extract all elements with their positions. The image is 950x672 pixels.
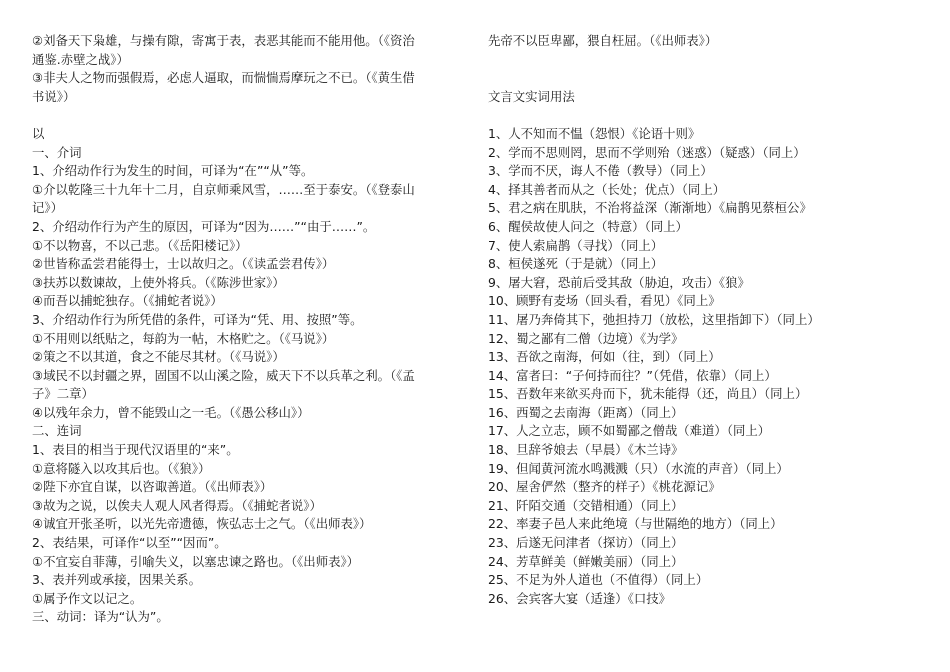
list-item: 16、西蜀之去南海（距离）（同上） — [488, 404, 684, 420]
list-item: 21、阡陌交通（交错相通）（同上） — [488, 497, 684, 513]
spacer — [488, 69, 928, 88]
text-line: ④诚宜开张圣听，以光先帝遗德，恢弘志士之气。（《出师表》） — [32, 516, 372, 532]
list-item: 13、吾欲之南海，何如（往，到）（同上） — [488, 349, 721, 365]
list-item: 25、不足为外人道也（不值得）（同上） — [488, 572, 709, 588]
list-item: 17、人之立志，顾不如蜀鄙之僧哉（难道）（同上） — [488, 423, 771, 439]
spacer — [488, 106, 928, 125]
list-item: 14、富者曰：“子何持而往？”（凭借，依靠）（同上） — [488, 367, 777, 383]
text-line: 一、介词 — [32, 144, 82, 160]
list-item: 8、桓侯遂死（于是就）（同上） — [488, 256, 664, 272]
text-line: ③故为之说，以俟夫人观人风者得焉。（《捕蛇者说》） — [32, 497, 322, 513]
text-line: 三、动词：译为“认为”。 — [32, 609, 169, 625]
list-item: 2、学而不思则罔，思而不学则殆（迷惑）（疑惑）（同上） — [488, 144, 806, 160]
list-item: 24、芳草鲜美（鲜嫩美丽）（同上） — [488, 553, 684, 569]
list-item: 23、后遂无问津者（探访）（同上） — [488, 535, 684, 551]
text-line: 通鉴.赤壁之战》） — [32, 51, 129, 67]
list-item: 26、会宾客大宴（适逢）《口技》 — [488, 590, 672, 606]
text-line: 二、连词 — [32, 423, 82, 439]
list-item: 20、屋舍俨然（整齐的样子）《桃花源记》 — [488, 479, 721, 495]
text-line: ①不宜妄自菲薄，引喻失义，以塞忠谏之路也。（《出师表》） — [32, 553, 360, 569]
text-line: 书说》） — [32, 88, 76, 104]
text-line: 1、介绍动作行为发生的时间，可译为“在”“从”等。 — [32, 163, 314, 179]
text-line: 记》） — [32, 200, 63, 216]
list-item: 22、率妻子邑人来此绝境（与世隔绝的地方）（同上） — [488, 516, 783, 532]
text-line: ④以残年余力，曾不能毁山之一毛。（《愚公移山》） — [32, 404, 310, 420]
text-line: ①不用则以纸贴之，每韵为一帖，木格贮之。（《马说》） — [32, 330, 335, 346]
text-line: ③域民不以封疆之界，固国不以山溪之险，威天下不以兵革之利。（《孟 — [32, 367, 415, 383]
list-item: 18、旦辞爷娘去（早晨）《木兰诗》 — [488, 442, 684, 458]
list-item: 4、择其善者而从之（长处；优点）（同上） — [488, 181, 726, 197]
list-item: 6、醒侯故使人问之（特意）（同上） — [488, 218, 688, 234]
text-line: 子》二章） — [32, 386, 94, 402]
list-item: 12、蜀之鄙有二僧（边境）《为学》 — [488, 330, 684, 346]
text-line: ②世皆称孟尝君能得士，士以故归之。（《读孟尝君传》） — [32, 256, 335, 272]
vocab-list — [488, 125, 928, 608]
text-line: ③扶苏以数谏故，上使外将兵。（《陈涉世家》） — [32, 274, 285, 290]
list-item: 9、屠大窘，恐前后受其敌（胁迫，攻击）《狼》 — [488, 274, 750, 290]
spacer — [32, 106, 474, 125]
text-line: 3、表并列或承接，因果关系。 — [32, 572, 201, 588]
list-item: 19、但闻黄河流水鸣溅溅（只）（水流的声音）（同上） — [488, 460, 789, 476]
right-column — [488, 32, 928, 608]
text-line: 2、介绍动作行为产生的原因，可译为“因为……”“由于……”。 — [32, 218, 376, 234]
text-line: ②陛下亦宜自谋，以咨诹善道。（《出师表》） — [32, 479, 273, 495]
spacer — [488, 51, 928, 70]
text-line: ①介以乾隆三十九年十二月，自京师乘风雪，……至于泰安。（《登泰山 — [32, 181, 415, 197]
text-line: 1、表目的相当于现代汉语里的“来”。 — [32, 442, 239, 458]
left-column — [32, 32, 474, 627]
text-line: ②策之不以其道，食之不能尽其材。（《马说》） — [32, 349, 285, 365]
list-item: 3、学而不厌，诲人不倦（教导）（同上） — [488, 163, 713, 179]
text-line: ①属予作文以记之。 — [32, 590, 143, 606]
text-line: ③非夫人之物而强假焉，必虑人逼取，而惴惴焉摩玩之不已。（《黄生借 — [32, 70, 415, 86]
list-item: 15、吾数年来欲买舟而下，犹未能得（还，尚且）（同上） — [488, 386, 808, 402]
text-line: 2、表结果，可译作“以至”“因而”。 — [32, 535, 227, 551]
text-line: ②刘备天下枭雄，与操有隙，寄寓于表，表恶其能而不能用他。（《资治 — [32, 33, 415, 48]
text-line: ①意将隧入以攻其后也。（《狼》） — [32, 460, 211, 476]
right-top-line: 先帝不以臣卑鄙，猥自枉屈。（《出师表》） — [488, 33, 718, 48]
list-item: 5、君之病在肌肤，不治将益深（渐渐地）《扁鹊见蔡桓公》 — [488, 200, 812, 216]
text-line: ①不以物喜，不以己悲。（《岳阳楼记》） — [32, 237, 248, 253]
list-item: 7、使人索扁鹊（寻找）（同上） — [488, 237, 664, 253]
text-line: 3、介绍动作行为所凭借的条件，可译为“凭、用、按照”等。 — [32, 311, 363, 327]
list-item: 1、人不知而不愠（怨恨）《论语十则》 — [488, 125, 701, 141]
text-line: 以 — [32, 125, 45, 141]
list-item: 10、顾野有麦场（回头看，看见）《同上》 — [488, 293, 721, 309]
section-heading: 文言文实词用法 — [488, 88, 575, 104]
list-item: 11、屠乃奔倚其下，弛担持刀（放松，这里指卸下）（同上） — [488, 311, 820, 327]
text-line: ④而吾以捕蛇独存。（《捕蛇者说》） — [32, 293, 223, 309]
